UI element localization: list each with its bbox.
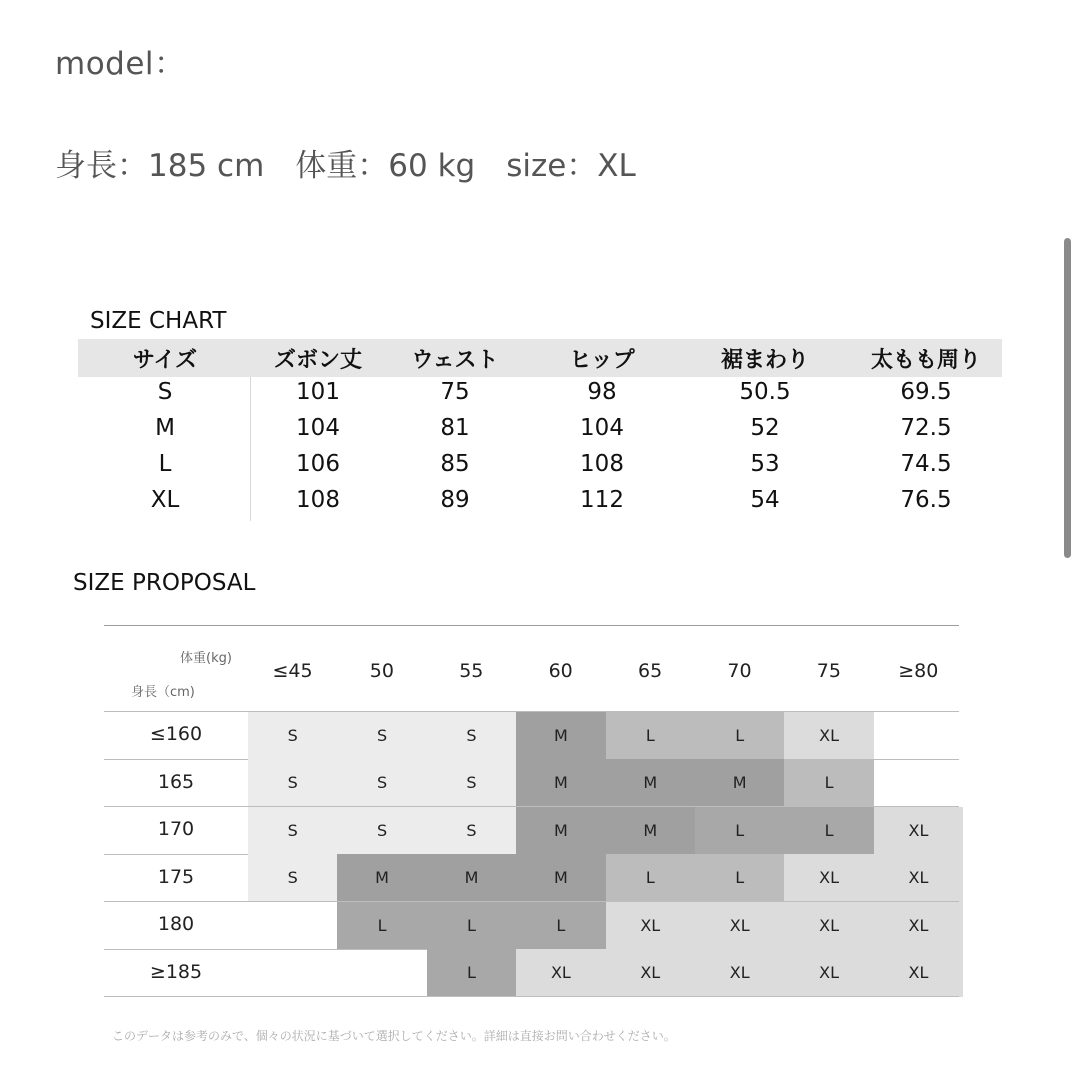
- size-proposal-cell: XL: [784, 712, 873, 760]
- size-chart-cell: 85: [440, 451, 470, 477]
- size-proposal-cell: S: [248, 759, 337, 807]
- size-proposal-cell: XL: [606, 949, 695, 997]
- header-hip: ヒップ: [569, 348, 635, 373]
- size-chart-cell: 112: [580, 487, 624, 513]
- size-proposal-cell: S: [248, 712, 337, 760]
- size-proposal-cell: L: [606, 854, 695, 902]
- weight-column-label: 60: [548, 660, 573, 682]
- size-chart-cell: 106: [296, 451, 340, 477]
- height-row-label: 170: [157, 818, 195, 840]
- size-proposal-table: [104, 625, 959, 997]
- size-proposal-cell: L: [784, 807, 873, 855]
- size-chart-cell: 104: [296, 415, 340, 441]
- size-proposal-cell: M: [606, 759, 695, 807]
- size-proposal-cell: XL: [695, 902, 784, 950]
- table-bottom-rule: [104, 996, 959, 997]
- size-proposal-cell: S: [248, 807, 337, 855]
- size-chart-cell: 89: [440, 487, 470, 513]
- model-stats: 身長：185 cm 体重：60 kg size：XL: [55, 148, 636, 184]
- size-proposal-cell: L: [516, 902, 605, 950]
- size-chart-cell: 53: [750, 451, 780, 477]
- size-proposal-cell: L: [427, 949, 516, 997]
- size-chart-cell: 54: [750, 487, 780, 513]
- size-proposal-cell: M: [337, 854, 426, 902]
- size-proposal-cell: S: [248, 854, 337, 902]
- height-row-label: ≤160: [149, 723, 203, 745]
- size-proposal-cell: L: [695, 807, 784, 855]
- size-proposal-cell: XL: [874, 854, 963, 902]
- size-chart-cell: 52: [750, 415, 780, 441]
- size-proposal-cell: XL: [874, 949, 963, 997]
- size-proposal-cell: S: [337, 759, 426, 807]
- weight-column-label: 65: [638, 660, 663, 682]
- weight-column-label: 50: [369, 660, 394, 682]
- size-chart-cell: 108: [296, 487, 340, 513]
- size-chart-row: [78, 377, 1002, 413]
- weight-column-label: 70: [727, 660, 752, 682]
- size-chart-cell: 81: [440, 415, 470, 441]
- header-pants-length: ズボン丈: [273, 348, 362, 373]
- size-proposal-cell: S: [427, 807, 516, 855]
- footnote: このデータは参考のみで、個々の状況に基づいて選択してください。詳細は直接お問い合わせください。: [112, 1029, 676, 1043]
- height-row-label: 180: [157, 913, 195, 935]
- size-chart-title: SIZE CHART: [90, 308, 227, 334]
- weight-column-label: 55: [459, 660, 484, 682]
- size-proposal-cell: XL: [784, 902, 873, 950]
- size-chart-divider: [250, 377, 251, 521]
- size-proposal-cell: XL: [695, 949, 784, 997]
- size-proposal-cell: M: [516, 759, 605, 807]
- scrollbar-thumb[interactable]: [1064, 238, 1071, 558]
- size-chart-row: [78, 449, 1002, 485]
- size-chart-cell: 108: [580, 451, 624, 477]
- size-chart-cell: XL: [150, 487, 180, 513]
- size-proposal-cell: XL: [606, 902, 695, 950]
- size-proposal-cell: S: [427, 712, 516, 760]
- size-proposal-cell: L: [695, 712, 784, 760]
- header-hem: 裾まわり: [720, 348, 809, 373]
- size-proposal-cell: L: [427, 902, 516, 950]
- size-chart-cell: 74.5: [900, 451, 952, 477]
- size-proposal-cell: L: [606, 712, 695, 760]
- weight-column-label: ≤45: [272, 660, 313, 682]
- size-proposal-cell: M: [516, 854, 605, 902]
- size-proposal-title: SIZE PROPOSAL: [73, 570, 256, 596]
- size-proposal-cell: [874, 712, 963, 760]
- size-proposal-cell: XL: [874, 807, 963, 855]
- size-proposal-cell: M: [695, 759, 784, 807]
- size-proposal-cell: M: [516, 807, 605, 855]
- height-row-label: 175: [157, 865, 195, 888]
- weight-column-label: 75: [816, 660, 841, 682]
- size-chart-row: [78, 413, 1002, 449]
- size-chart-cell: S: [157, 379, 173, 405]
- size-chart-cell: M: [155, 415, 175, 441]
- size-proposal-cell: [248, 902, 337, 950]
- size-chart-cell: 50.5: [739, 379, 791, 405]
- size-proposal-cell: XL: [874, 902, 963, 950]
- size-chart-header-row: [78, 339, 1002, 377]
- size-proposal-cell: [337, 949, 426, 997]
- header-size: サイズ: [132, 348, 198, 373]
- size-proposal-cell: S: [337, 712, 426, 760]
- size-chart-cell: 75: [440, 379, 470, 405]
- size-proposal-cell: S: [337, 807, 426, 855]
- size-chart-cell: 98: [587, 379, 617, 405]
- size-proposal-cell: L: [784, 759, 873, 807]
- size-proposal-cell: XL: [516, 949, 605, 997]
- size-chart-cell: 72.5: [900, 415, 952, 441]
- weight-column-label: ≥80: [898, 660, 939, 682]
- height-row-label: 165: [157, 770, 195, 793]
- weight-axis-label: 体重(kg): [180, 651, 232, 666]
- size-chart-cell: 69.5: [900, 379, 952, 405]
- size-proposal-cell: [874, 759, 963, 807]
- model-label: model：: [55, 46, 186, 82]
- header-thigh: 太もも周り: [870, 348, 981, 373]
- size-proposal-cell: L: [695, 854, 784, 902]
- size-chart-cell: L: [158, 451, 172, 477]
- height-axis-label: 身長（cm): [131, 685, 195, 700]
- size-chart-cell: 101: [296, 379, 340, 405]
- size-proposal-cell: L: [337, 902, 426, 950]
- size-proposal-cell: M: [606, 807, 695, 855]
- height-row-label: ≥185: [149, 960, 203, 983]
- size-proposal-cell: XL: [784, 854, 873, 902]
- size-proposal-cell: XL: [784, 949, 873, 997]
- size-proposal-cell: M: [427, 854, 516, 902]
- size-chart-cell: 76.5: [900, 487, 952, 513]
- size-proposal-cell: M: [516, 712, 605, 760]
- size-proposal-cell: S: [427, 759, 516, 807]
- table-top-rule: [104, 625, 959, 626]
- header-waist: ウェスト: [411, 348, 499, 373]
- size-chart-row: [78, 485, 1002, 521]
- size-proposal-cell: [248, 949, 337, 997]
- size-chart-cell: 104: [580, 415, 624, 441]
